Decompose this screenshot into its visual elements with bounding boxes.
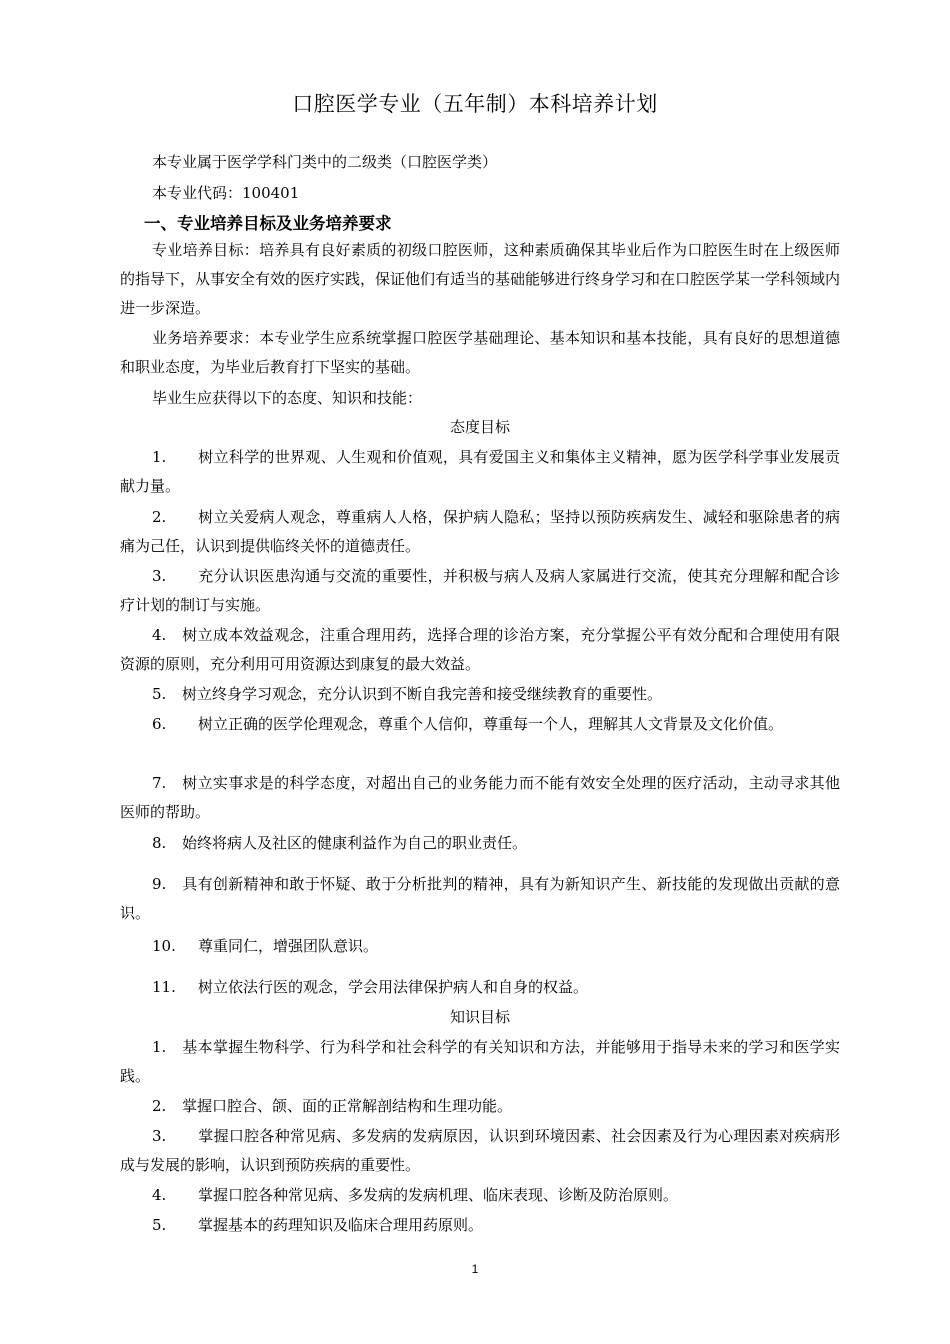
list-item-number: 6. [152,715,167,733]
training-goal-paragraph: 专业培养目标：培养具有良好素质的初级口腔医师，这种素质确保其毕业后作为口腔医生时在上级医师的指导下，从事安全有效的医疗实践，保证他们有适当的基础能够进行终身学习和在口腔医学某一学科领域内进一步深造。 [120,241,841,317]
list-item [120,769,840,827]
skills-lead-line: 毕业生应获得以下的态度、知识和技能： [152,389,423,407]
list-item [120,829,840,858]
list-item-number: 7. [152,774,167,792]
list-item-text: 树立依法行医的观念，学会用法律保护病人和自身的权益。 [198,978,589,996]
list-item-number: 5. [152,685,167,703]
list-item [120,1033,840,1091]
list-item-number: 11. [152,978,176,996]
list-item-number: 3. [152,567,167,585]
list-item-number: 2. [152,1097,167,1115]
list-item [120,1181,840,1210]
list-item-text: 树立关爱病人观念，尊重病人人格，保护病人隐私；坚持以预防疾病发生、减轻和驱除患者的病痛为己任，认识到提供临终关怀的道德责任。 [120,508,840,555]
list-item-text: 树立成本效益观念，注重合理用药，选择合理的诊治方案，充分掌握公平有效分配和合理使用有限资源的原则，充分利用可用资源达到康复的最大效益。 [120,626,840,673]
list-item-text: 树立实事求是的科学态度，对超出自己的业务能力而不能有效安全处理的医疗活动，主动寻求其他医师的帮助。 [120,774,840,821]
list-item [120,1122,840,1180]
list-item-text: 具有创新精神和敢于怀疑、敢于分析批判的精神，具有为新知识产生、新技能的发现做出贡献的意识。 [120,875,840,922]
list-item-number: 1. [152,1038,167,1056]
intro-line-category: 本专业属于医学学科门类中的二级类（口腔医学类） [152,153,498,171]
list-item [120,503,840,561]
list-item [120,932,840,961]
list-item-number: 4. [152,1186,167,1204]
list-item [120,710,840,739]
list-item [120,443,840,501]
list-item-text: 掌握口腔各种常见病、多发病的发病原因，认识到环境因素、社会因素及行为心理因素对疾病形成与发展的影响，认识到预防疾病的重要性。 [120,1127,840,1174]
list-item-number: 10. [152,937,176,955]
list-item-number: 2. [152,508,167,526]
list-item [120,680,840,709]
page-number: 1 [471,1262,479,1276]
list-item-text: 掌握基本的药理知识及临床合理用药原则。 [198,1216,484,1234]
section-heading: 一、专业培养目标及业务培养要求 [144,214,392,233]
list-item-text: 掌握口腔合、颌、面的正常解剖结构和生理功能。 [182,1097,513,1115]
list-item-text: 树立终身学习观念，充分认识到不断自我完善和接受继续教育的重要性。 [182,685,663,703]
list-item-text: 树立科学的世界观、人生观和价值观，具有爱国主义和集体主义精神，愿为医学科学事业发展贡献力量。 [120,448,840,495]
list-item [120,562,840,620]
list-item [120,621,840,679]
knowledge-heading: 知识目标 [449,1008,510,1026]
list-item-number: 4. [152,626,167,644]
list-item-number: 8. [152,834,167,852]
list-item-text: 树立正确的医学伦理观念，尊重个人信仰，尊重每一个人，理解其人文背景及文化价值。 [198,715,784,733]
attitude-heading: 态度目标 [449,418,510,436]
list-item [120,1092,840,1121]
list-item-text: 尊重同仁，增强团队意识。 [198,937,379,955]
list-item-text: 始终将病人及社区的健康利益作为自己的职业责任。 [182,834,528,852]
list-item-number: 1. [152,448,167,466]
list-item-text: 基本掌握生物科学、行为科学和社会科学的有关知识和方法，并能够用于指导未来的学习和医学实践。 [120,1038,840,1085]
list-item [120,1211,840,1240]
page-title: 口腔医学专业（五年制）本科培养计划 [292,92,658,116]
list-item [120,870,840,928]
training-requirement-paragraph: 业务培养要求：本专业学生应系统掌握口腔医学基础理论、基本知识和基本技能，具有良好的思想道德和职业态度，为毕业后教育打下坚实的基础。 [120,329,840,376]
list-item [120,973,840,1002]
list-item-text: 充分认识医患沟通与交流的重要性，并积极与病人及病人家属进行交流，使其充分理解和配合诊疗计划的制订与实施。 [120,567,840,614]
list-item-number: 5. [152,1216,167,1234]
intro-line-code: 本专业代码：100401 [152,184,300,202]
list-item-text: 掌握口腔各种常见病、多发病的发病机理、临床表现、诊断及防治原则。 [198,1186,679,1204]
list-item-number: 3. [152,1127,167,1145]
list-item-number: 9. [152,875,167,893]
